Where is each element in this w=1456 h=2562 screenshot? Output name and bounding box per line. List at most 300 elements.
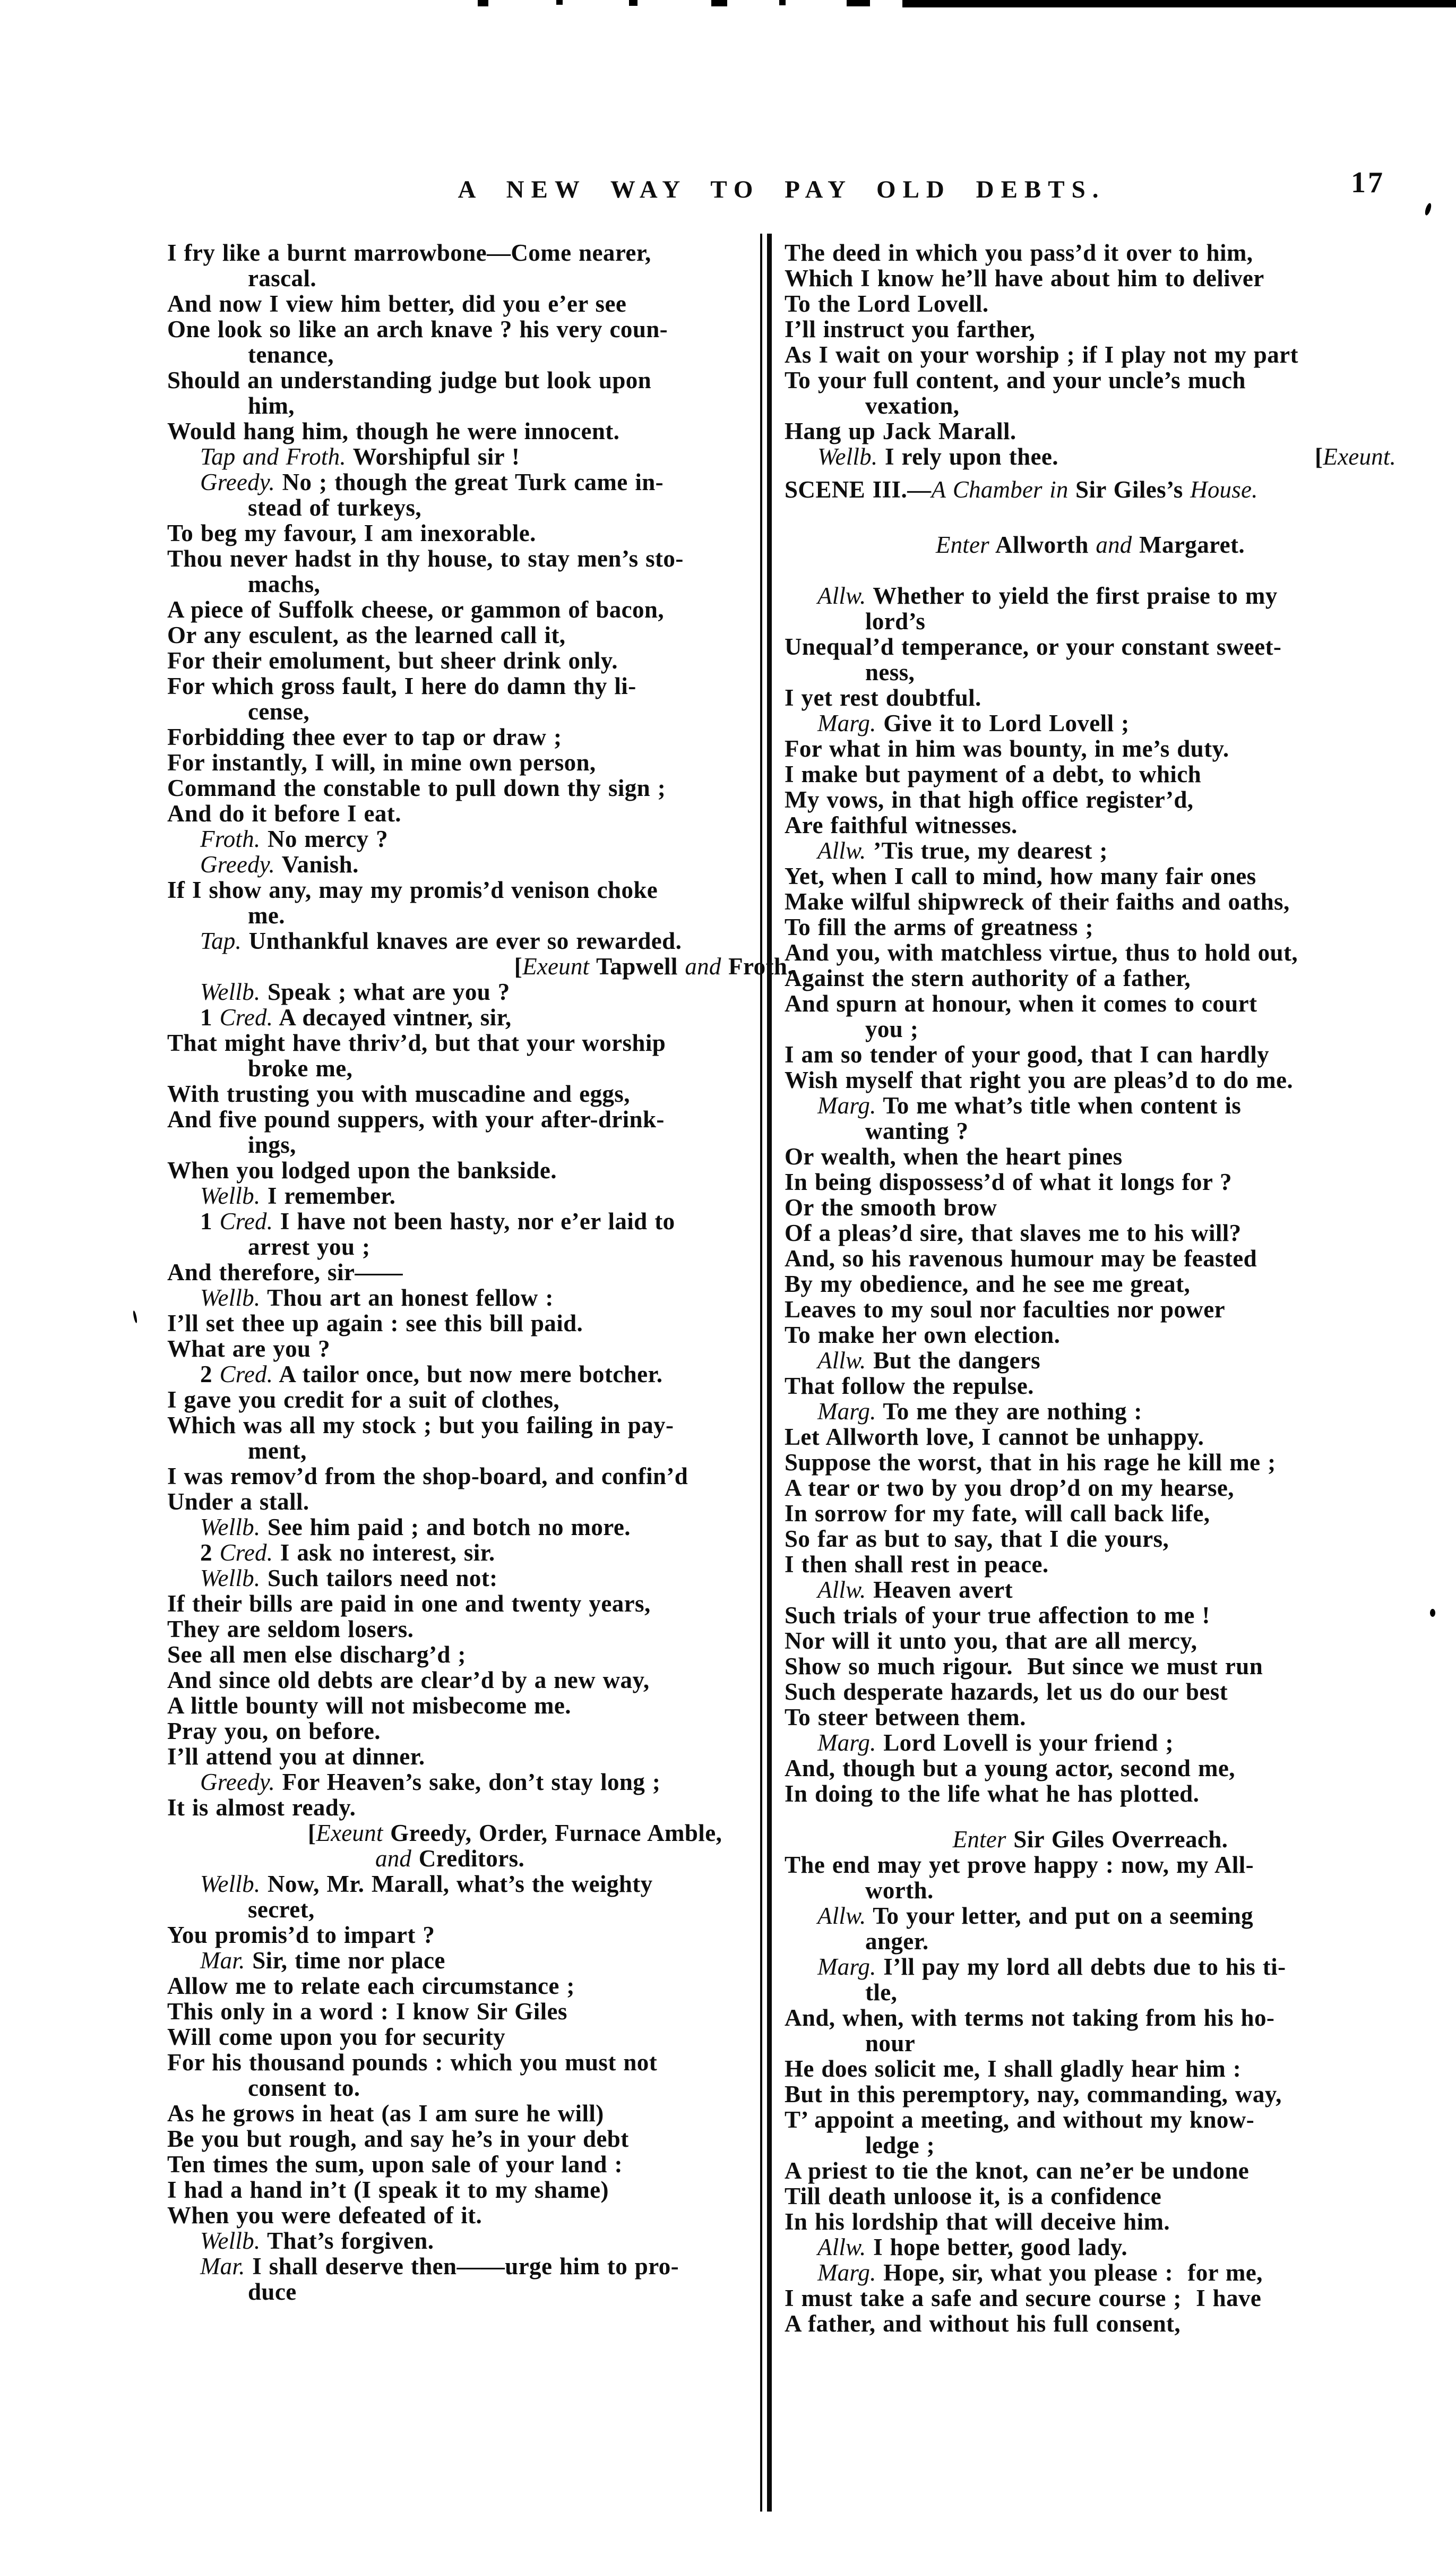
- text-line: [785, 1552, 1396, 1577]
- text-segment: I was remov’d from the shop-board, and confin’d: [167, 1463, 688, 1489]
- italic-text-segment: Allw.: [817, 1576, 866, 1603]
- text-segment: Hope, sir, what you please : for me,: [876, 2259, 1263, 2286]
- text-segment: I fry like a burnt marrowbone—Come nearer,: [167, 239, 651, 266]
- text-segment: I’ll pay my lord all debts due to his ti-: [876, 1953, 1286, 1980]
- text-line: [785, 2158, 1396, 2183]
- text-line: [785, 2183, 1396, 2209]
- text-segment: Thou art an honest fellow :: [260, 1284, 554, 1311]
- text-segment: wanting ?: [865, 1118, 969, 1144]
- text-segment: [: [308, 1820, 316, 1846]
- text-segment: You promis’d to impart ?: [167, 1922, 435, 1948]
- text-segment: No mercy ?: [260, 826, 389, 852]
- text-line: [785, 2311, 1396, 2336]
- text-segment: Worshipful sir !: [346, 443, 520, 470]
- text-segment: Show so much rigour. But since we must run: [785, 1653, 1263, 1680]
- text-line: [785, 1093, 1396, 1118]
- text-segment: Pray you, on before.: [167, 1718, 381, 1744]
- text-line: [167, 469, 794, 495]
- italic-text-segment: Greedy.: [200, 1769, 275, 1795]
- text-line: [167, 1438, 794, 1463]
- text-line: [785, 1144, 1396, 1169]
- text-line: [167, 775, 794, 801]
- text-segment: To me what’s title when content is: [876, 1092, 1242, 1119]
- text-line: [785, 342, 1396, 367]
- text-line: [167, 1769, 794, 1795]
- text-segment: me.: [248, 902, 285, 929]
- text-line: [785, 2285, 1396, 2311]
- text-segment: Or the smooth brow: [785, 1194, 997, 1221]
- text-segment: If I show any, may my promis’d venison choke: [167, 877, 658, 903]
- text-segment: ledge ;: [865, 2132, 935, 2158]
- text-line: [785, 265, 1396, 291]
- text-segment: And you, with matchless virtue, thus to hold out,: [785, 939, 1298, 966]
- text-line: [167, 648, 794, 673]
- text-segment: 1: [200, 1004, 220, 1031]
- text-line: [785, 685, 1396, 710]
- italic-text-segment: Wellb.: [200, 1183, 261, 1209]
- text-segment: Should an understanding judge but look upon: [167, 367, 652, 393]
- text-line: [167, 724, 794, 750]
- text-segment: Wish myself that right you are pleas’d to do me.: [785, 1067, 1294, 1093]
- text-segment: I rely upon thee.: [877, 443, 1058, 470]
- text-segment: See him paid ; and botch no more.: [260, 1514, 631, 1540]
- text-segment: As I wait on your worship ; if I play not my part: [785, 341, 1298, 368]
- text-segment: To your letter, and put on a seeming: [866, 1903, 1254, 1929]
- text-line: [785, 1781, 1396, 1806]
- text-segment: My vows, in that high office register’d,: [785, 786, 1194, 813]
- text-line: [785, 1679, 1396, 1704]
- text-line: [785, 1903, 1396, 1929]
- text-line: [167, 1565, 794, 1591]
- text-line: [785, 2056, 1396, 2081]
- text-line: [785, 761, 1396, 787]
- italic-text-segment: Allw.: [817, 1347, 866, 1374]
- text-line: [167, 1158, 794, 1183]
- text-segment: A decayed vintner, sir,: [273, 1004, 512, 1031]
- text-line: [785, 532, 1396, 558]
- text-line: [785, 965, 1396, 991]
- text-line: [167, 1387, 794, 1412]
- text-segment: I gave you credit for a suit of clothes,: [167, 1386, 560, 1413]
- scan-artifact: [711, 0, 727, 6]
- text-line: [167, 1081, 794, 1107]
- text-segment: Against the stern authority of a father,: [785, 965, 1191, 991]
- text-line: [785, 1220, 1396, 1246]
- text-line: [785, 1954, 1396, 1980]
- text-segment: ment,: [248, 1437, 307, 1464]
- text-segment: him,: [248, 392, 295, 419]
- text-segment: Which I know he’ll have about him to deliver: [785, 265, 1264, 292]
- text-line: [785, 1501, 1396, 1526]
- text-line: [167, 1795, 794, 1820]
- italic-text-segment: Froth.: [200, 826, 261, 852]
- text-line: [167, 1209, 794, 1234]
- text-segment: Froth.: [721, 953, 794, 980]
- text-segment: anger.: [865, 1928, 929, 1955]
- text-segment: Nor will it unto you, that are all mercy,: [785, 1627, 1197, 1654]
- text-segment: ings,: [248, 1132, 296, 1158]
- text-line: [167, 1132, 794, 1158]
- text-segment: So far as but to say, that I die yours,: [785, 1526, 1169, 1552]
- text-segment: For Heaven’s sake, don’t stay long ;: [274, 1769, 661, 1795]
- text-line: [167, 1234, 794, 1259]
- text-segment: To fill the arms of greatness ;: [785, 914, 1093, 940]
- text-segment: vexation,: [865, 392, 960, 419]
- running-header: [167, 175, 1396, 212]
- italic-text-segment: Marg.: [817, 1398, 876, 1425]
- italic-text-segment: and: [1096, 532, 1132, 558]
- text-line: [167, 903, 794, 928]
- text-segment: 1: [200, 1208, 220, 1235]
- text-line: [167, 316, 794, 342]
- text-segment: That might have thriv’d, but that your worship: [167, 1030, 666, 1056]
- text-segment: you ;: [865, 1016, 919, 1042]
- text-segment: They are seldom losers.: [167, 1616, 414, 1642]
- text-segment: For what in him was bounty, in me’s duty.: [785, 735, 1229, 762]
- text-segment: One look so like an arch knave ? his very coun-: [167, 316, 668, 342]
- text-line: [785, 914, 1396, 940]
- text-line: [785, 2132, 1396, 2158]
- page-number: 17: [1351, 166, 1385, 199]
- text-line: [785, 2030, 1396, 2056]
- text-line: [785, 393, 1396, 418]
- italic-text-segment: House.: [1183, 476, 1258, 503]
- right-text-column: [785, 240, 1396, 2336]
- text-segment: Or any esculent, as the learned call it,: [167, 622, 566, 648]
- text-line: [167, 571, 794, 597]
- text-segment: Will come upon you for security: [167, 2024, 505, 2050]
- text-line: [785, 1450, 1396, 1475]
- text-line: [167, 852, 794, 877]
- text-line: [785, 634, 1396, 659]
- text-line: [167, 954, 794, 979]
- text-segment: Give it to Lord Lovell ;: [876, 710, 1130, 736]
- text-segment: Allow me to relate each circumstance ;: [167, 1973, 575, 1999]
- text-line: [785, 659, 1396, 685]
- text-line: [785, 2107, 1396, 2132]
- text-segment: Margaret.: [1132, 532, 1245, 558]
- text-line: [785, 2260, 1396, 2285]
- italic-text-segment: Wellb.: [817, 443, 878, 470]
- text-segment: I’ll attend you at dinner.: [167, 1743, 425, 1770]
- text-segment: But in this peremptory, nay, commanding, way,: [785, 2081, 1282, 2107]
- text-line: [167, 597, 794, 622]
- text-segment: This only in a word : I know Sir Giles: [167, 1998, 567, 2025]
- italic-text-segment: Exeunt: [316, 1820, 383, 1846]
- text-line: [785, 863, 1396, 889]
- text-line: [785, 444, 1396, 469]
- text-line: [785, 1852, 1396, 1878]
- text-line: [785, 1704, 1396, 1730]
- text-segment: Sir Giles’s: [1075, 476, 1183, 503]
- text-line: [785, 812, 1396, 838]
- text-line: [785, 2005, 1396, 2030]
- text-line: [785, 609, 1396, 634]
- text-segment: Sir, time nor place: [245, 1947, 445, 1974]
- text-segment: To the Lord Lovell.: [785, 290, 989, 317]
- text-segment: I have not been hasty, nor e’er laid to: [273, 1208, 675, 1235]
- text-line: [167, 1718, 794, 1744]
- text-segment: rascal.: [248, 265, 317, 292]
- text-line: [785, 1322, 1396, 1348]
- text-segment: secret,: [248, 1896, 315, 1923]
- italic-text-segment: Enter: [952, 1826, 1006, 1853]
- italic-text-segment: Allw.: [817, 1903, 866, 1929]
- text-segment: Vanish.: [274, 851, 359, 878]
- text-line: [167, 2279, 794, 2304]
- text-segment: I’ll set thee up again : see this bill paid.: [167, 1310, 583, 1336]
- text-segment: Sir Giles Overreach.: [1006, 1826, 1228, 1853]
- text-line: [167, 2228, 794, 2253]
- italic-text-segment: Mar.: [200, 1947, 245, 1974]
- text-segment: Thou never hadst in thy house, to stay men’s sto-: [167, 545, 684, 572]
- scan-artifact: [629, 0, 637, 6]
- text-line: [167, 240, 794, 265]
- text-line: [167, 265, 794, 291]
- text-line: [167, 1820, 794, 1846]
- text-segment: Such trials of your true affection to me !: [785, 1602, 1210, 1629]
- text-segment: Are faithful witnesses.: [785, 812, 1018, 838]
- text-line: [167, 1591, 794, 1616]
- text-segment: Greedy, Order, Furnace Amble,: [383, 1820, 722, 1846]
- text-line: [167, 2203, 794, 2228]
- text-line: [167, 2050, 794, 2075]
- text-line: [167, 1846, 794, 1871]
- text-segment: nour: [865, 2030, 916, 2057]
- text-segment: arrest you ;: [248, 1233, 371, 1260]
- text-line: [785, 1348, 1396, 1373]
- text-line: [785, 1755, 1396, 1781]
- text-line: [785, 889, 1396, 914]
- text-segment: That follow the repulse.: [785, 1373, 1034, 1399]
- text-line: [167, 1489, 794, 1514]
- text-segment: In doing to the life what he has plotted.: [785, 1780, 1200, 1807]
- text-line: [785, 1628, 1396, 1653]
- text-segment: In his lordship that will deceive him.: [785, 2208, 1170, 2235]
- text-line: [785, 1169, 1396, 1195]
- italic-text-segment: Marg.: [817, 710, 876, 736]
- scan-artifact: [1430, 1609, 1435, 1617]
- text-line: [167, 1642, 794, 1667]
- italic-text-segment: Mar.: [200, 2253, 245, 2280]
- text-segment: Yet, when I call to mind, how many fair ones: [785, 863, 1256, 889]
- text-segment: Forbidding thee ever to tap or draw ;: [167, 724, 562, 750]
- text-segment: Lord Lovell is your friend ;: [876, 1729, 1174, 1756]
- text-line: [167, 622, 794, 648]
- italic-text-segment: Wellb.: [200, 2227, 261, 2254]
- italic-text-segment: Exeunt: [522, 953, 590, 980]
- italic-text-segment: Cred.: [219, 1361, 273, 1387]
- text-line: [167, 418, 794, 444]
- text-segment: I’ll instruct you farther,: [785, 316, 1036, 342]
- text-line: [785, 367, 1396, 393]
- text-segment: Creditors.: [411, 1845, 525, 1872]
- text-segment: Hang up Jack Marall.: [785, 418, 1016, 444]
- text-line: [167, 291, 794, 316]
- text-line: [785, 1118, 1396, 1144]
- text-line: [167, 1463, 794, 1489]
- text-segment: To beg my favour, I am inexorable.: [167, 520, 536, 546]
- italic-text-segment: Wellb.: [200, 1871, 261, 1897]
- text-line: [167, 2024, 794, 2050]
- text-line: [785, 1526, 1396, 1552]
- text-line: [167, 1871, 794, 1897]
- text-segment: And five pound suppers, with your after-drink-: [167, 1106, 665, 1133]
- page-title: A NEW WAY TO PAY OLD DEBTS.: [458, 176, 1106, 203]
- text-line: [785, 1042, 1396, 1067]
- text-segment: I had a hand in’t (I speak it to my shame): [167, 2177, 609, 2203]
- text-segment: And, so his ravenous humour may be feasted: [785, 1245, 1257, 1272]
- text-segment: I shall deserve then——urge him to pro-: [245, 2253, 679, 2280]
- text-segment: tle,: [865, 1979, 898, 2006]
- text-segment: To make her own election.: [785, 1322, 1061, 1348]
- text-line: [785, 583, 1396, 609]
- text-line: [167, 2177, 794, 2203]
- italic-text-segment: Wellb.: [200, 979, 261, 1005]
- text-segment: Command the constable to pull down thy sign ;: [167, 775, 666, 801]
- italic-text-segment: Allw.: [817, 582, 866, 609]
- text-line: [785, 1653, 1396, 1679]
- text-segment: Tapwell: [589, 953, 685, 980]
- text-segment: lord’s: [865, 608, 926, 635]
- italic-text-segment: Allw.: [817, 837, 866, 864]
- text-segment: A priest to tie the knot, can ne’er be undone: [785, 2157, 1250, 2184]
- text-segment: A little bounty will not misbecome me.: [167, 1692, 571, 1719]
- text-segment: I hope better, good lady.: [866, 2234, 1127, 2260]
- text-segment: See all men else discharg’d ;: [167, 1641, 466, 1668]
- text-line: [785, 1980, 1396, 2005]
- text-line: [785, 1577, 1396, 1603]
- text-segment: Under a stall.: [167, 1488, 309, 1515]
- text-segment: Make wilful shipwreck of their faiths and oaths,: [785, 888, 1290, 915]
- italic-text-segment: Cred.: [219, 1208, 273, 1235]
- text-line: [167, 673, 794, 699]
- text-line: [167, 1897, 794, 1922]
- text-segment: For his thousand pounds : which you must not: [167, 2049, 658, 2076]
- text-line: [785, 1827, 1396, 1852]
- text-line: [167, 1361, 794, 1387]
- text-segment: What are you ?: [167, 1335, 331, 1362]
- italic-text-segment: Wellb.: [200, 1284, 261, 1311]
- text-line: [167, 1107, 794, 1132]
- scan-artifact: [1424, 202, 1433, 216]
- text-segment: To your full content, and your uncle’s much: [785, 367, 1246, 393]
- text-line: [785, 1730, 1396, 1755]
- text-segment: broke me,: [248, 1055, 353, 1082]
- scan-artifact: [556, 0, 563, 5]
- text-segment: [: [514, 953, 523, 980]
- text-segment: In sorrow for my fate, will call back life,: [785, 1500, 1210, 1527]
- text-segment: Such tailors need not:: [260, 1565, 498, 1591]
- text-segment: If their bills are paid in one and twenty years,: [167, 1590, 651, 1617]
- text-line: [785, 418, 1396, 444]
- italic-text-segment: Tap and Froth.: [200, 443, 346, 470]
- text-segment: Ten times the sum, upon sale of your land :: [167, 2151, 623, 2178]
- text-segment: Unthankful knaves are ever so rewarded.: [241, 928, 682, 954]
- text-line: [167, 1259, 794, 1285]
- left-text-column: [167, 240, 794, 2304]
- text-line: [785, 1297, 1396, 1322]
- text-segment: I ask no interest, sir.: [273, 1539, 495, 1566]
- text-line: [785, 291, 1396, 316]
- text-segment: For their emolument, but sheer drink only.: [167, 647, 618, 674]
- text-line: [785, 2234, 1396, 2260]
- text-segment: To me they are nothing :: [876, 1398, 1142, 1425]
- text-line: [167, 1514, 794, 1540]
- italic-text-segment: Cred.: [219, 1004, 273, 1031]
- text-line: [167, 546, 794, 571]
- text-line: [785, 1424, 1396, 1450]
- text-line: [167, 1693, 794, 1718]
- text-segment: ness,: [865, 659, 915, 686]
- text-line: [785, 477, 1396, 502]
- text-line: [167, 750, 794, 775]
- text-line: [167, 1616, 794, 1642]
- text-segment: No ; though the great Turk came in-: [274, 469, 664, 495]
- text-segment: The end may yet prove happy : now, my All-: [785, 1852, 1254, 1878]
- text-segment: Of a pleas’d sire, that slaves me to his will?: [785, 1220, 1242, 1246]
- text-segment: tenance,: [248, 341, 334, 368]
- text-line: [167, 342, 794, 367]
- text-line: [167, 1285, 794, 1310]
- italic-text-segment: Marg.: [817, 1729, 876, 1756]
- text-line: [167, 877, 794, 903]
- italic-text-segment: Marg.: [817, 2259, 876, 2286]
- text-line: [167, 495, 794, 520]
- text-segment: I make but payment of a debt, to which: [785, 761, 1201, 787]
- text-segment: I then shall rest in peace.: [785, 1551, 1049, 1578]
- text-segment: Till death unloose it, is a confidence: [785, 2183, 1162, 2209]
- text-line: [785, 2081, 1396, 2107]
- text-line: [167, 1667, 794, 1693]
- text-line: [167, 1336, 794, 1361]
- text-line: [167, 367, 794, 393]
- text-segment: cense,: [248, 698, 310, 725]
- text-segment: I remember.: [260, 1183, 396, 1209]
- italic-text-segment: Marg.: [817, 1953, 876, 1980]
- italic-text-segment: A Chamber in: [931, 476, 1076, 503]
- text-segment: Whether to yield the first praise to my: [866, 582, 1278, 609]
- text-segment: 2: [200, 1539, 220, 1566]
- text-line: [167, 1973, 794, 1999]
- text-segment: A father, and without his full consent,: [785, 2310, 1181, 2337]
- text-segment: worth.: [865, 1877, 934, 1904]
- text-line: [785, 787, 1396, 812]
- text-line: [167, 1922, 794, 1948]
- text-segment: Or wealth, when the heart pines: [785, 1143, 1123, 1170]
- italic-text-segment: Allw.: [817, 2234, 866, 2260]
- text-segment: When you were defeated of it.: [167, 2202, 483, 2229]
- text-segment: With trusting you with muscadine and eggs,: [167, 1081, 630, 1107]
- text-line: [167, 1999, 794, 2024]
- text-line: [167, 1005, 794, 1030]
- text-segment: Suppose the worst, that in his rage he kill me ;: [785, 1449, 1276, 1476]
- text-segment: Unequal’d temperance, or your constant sweet-: [785, 633, 1282, 660]
- text-segment: A piece of Suffolk cheese, or gammon of bacon,: [167, 596, 665, 623]
- text-segment: And now I view him better, did you e’er see: [167, 290, 627, 317]
- text-segment: Let Allworth love, I cannot be unhappy.: [785, 1424, 1204, 1450]
- text-line: [167, 1310, 794, 1336]
- text-segment: machs,: [248, 571, 321, 597]
- italic-text-segment: Marg.: [817, 1092, 876, 1119]
- text-segment: A tailor once, but now mere botcher.: [273, 1361, 663, 1387]
- text-segment: And since old debts are clear’d by a new way,: [167, 1667, 650, 1693]
- text-segment: Leaves to my soul nor faculties nor power: [785, 1296, 1225, 1323]
- text-segment: Would hang him, though he were innocent.: [167, 418, 620, 444]
- text-line: [785, 1016, 1396, 1042]
- italic-text-segment: and: [685, 953, 721, 980]
- text-segment: consent to.: [248, 2075, 360, 2101]
